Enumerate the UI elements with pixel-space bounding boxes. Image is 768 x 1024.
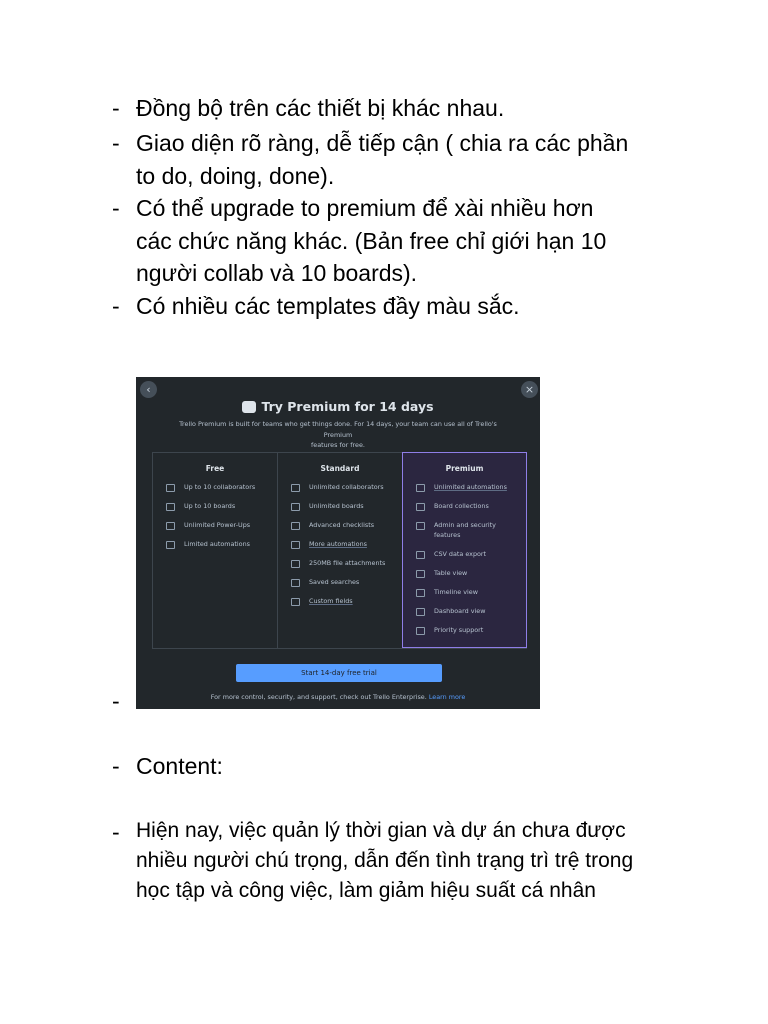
attachment-icon — [291, 560, 300, 568]
dashboard-icon — [416, 608, 425, 616]
text-line: Giao diện rõ ràng, dễ tiếp cận ( chia ra các phần — [136, 130, 629, 156]
text-line: nhiều người chú trọng, dẫn đến tình trạng trì trệ trong — [136, 849, 634, 872]
bullet-text-content-heading — [136, 750, 223, 783]
text-line: to do, doing, done). — [136, 162, 335, 189]
plan-column-free: Free Up to 10 collaborators Up to 10 boards Unlimited Power-Ups Limited automations — [153, 453, 278, 648]
folder-icon — [291, 598, 300, 606]
plan-name: Standard — [320, 464, 360, 473]
text-line: người collab và 10 boards). — [136, 260, 418, 286]
start-trial-button[interactable]: Start 14-day free trial — [236, 664, 442, 682]
bullet-text-interface — [136, 127, 628, 192]
collection-icon — [416, 503, 425, 511]
footer-text: For more control, security, and support, check out Trello Enterprise. — [210, 693, 427, 701]
automation-icon — [291, 541, 300, 549]
plan-name: Premium — [445, 464, 484, 473]
text-line: Có thể upgrade to premium để xài nhiều hơn — [136, 195, 594, 221]
text-line: Content: — [136, 753, 223, 779]
text-line: các chức năng khác. (Bản free chỉ giới hạn 10 — [136, 227, 607, 254]
bullet-marker: - — [112, 753, 120, 779]
bullet-marker: - — [112, 130, 120, 156]
power-up-icon — [166, 522, 175, 530]
modal-header — [136, 396, 540, 415]
trello-premium-screenshot — [136, 377, 540, 709]
search-icon — [291, 579, 300, 587]
bullet-text-templates — [136, 290, 520, 323]
text-line: Đồng bộ trên các thiết bị khác nhau. — [136, 95, 505, 121]
bullet-marker: - — [112, 95, 120, 121]
board-icon — [166, 503, 175, 511]
back-icon[interactable]: ‹ — [140, 381, 157, 398]
bullet-marker: - — [112, 819, 120, 845]
export-icon — [416, 551, 425, 559]
plan-column-premium: Premium Unlimited automations Board collections Admin and security features CSV data export Table view Timeline view Dashboard view Priority support — [402, 452, 527, 648]
learn-more-link[interactable]: Learn more — [428, 693, 466, 701]
bullet-text-sync — [136, 92, 504, 125]
checklist-icon — [291, 522, 300, 530]
table-icon — [416, 570, 425, 578]
bullet-marker: - — [112, 293, 120, 319]
timeline-icon — [416, 589, 425, 597]
modal-title: Try Premium for 14 days — [261, 399, 434, 414]
board-icon — [291, 503, 300, 511]
security-icon — [416, 522, 425, 530]
subtitle-line: Trello Premium is built for teams who get things done. For 14 days, your team can use all of Trello's Premium — [179, 420, 497, 439]
automation-icon — [416, 484, 425, 492]
bullet-text-content-body — [136, 816, 633, 906]
modal-footer — [136, 693, 540, 701]
bullet-text-premium — [136, 192, 606, 290]
plan-column-standard: Standard Unlimited collaborators Unlimited boards Advanced checklists More automations 250MB file attachments Saved searches Custom fields — [278, 453, 402, 648]
users-icon — [291, 484, 300, 492]
users-icon — [166, 484, 175, 492]
close-icon[interactable]: × — [521, 381, 538, 398]
subtitle-line: features for free. — [311, 441, 365, 449]
automation-icon — [166, 541, 175, 549]
text-line: học tập và công việc, làm giảm hiệu suất cá nhân — [136, 879, 596, 902]
plan-name: Free — [205, 464, 225, 473]
trello-logo-icon — [242, 401, 256, 413]
bullet-marker: - — [112, 688, 120, 714]
bullet-marker: - — [112, 195, 120, 221]
text-line: Hiện nay, việc quản lý thời gian và dự án chưa được — [136, 819, 626, 842]
text-line: Có nhiều các templates đầy màu sắc. — [136, 293, 520, 319]
plans-table — [152, 452, 527, 649]
modal-subtitle — [164, 419, 512, 451]
heart-icon — [416, 627, 425, 635]
